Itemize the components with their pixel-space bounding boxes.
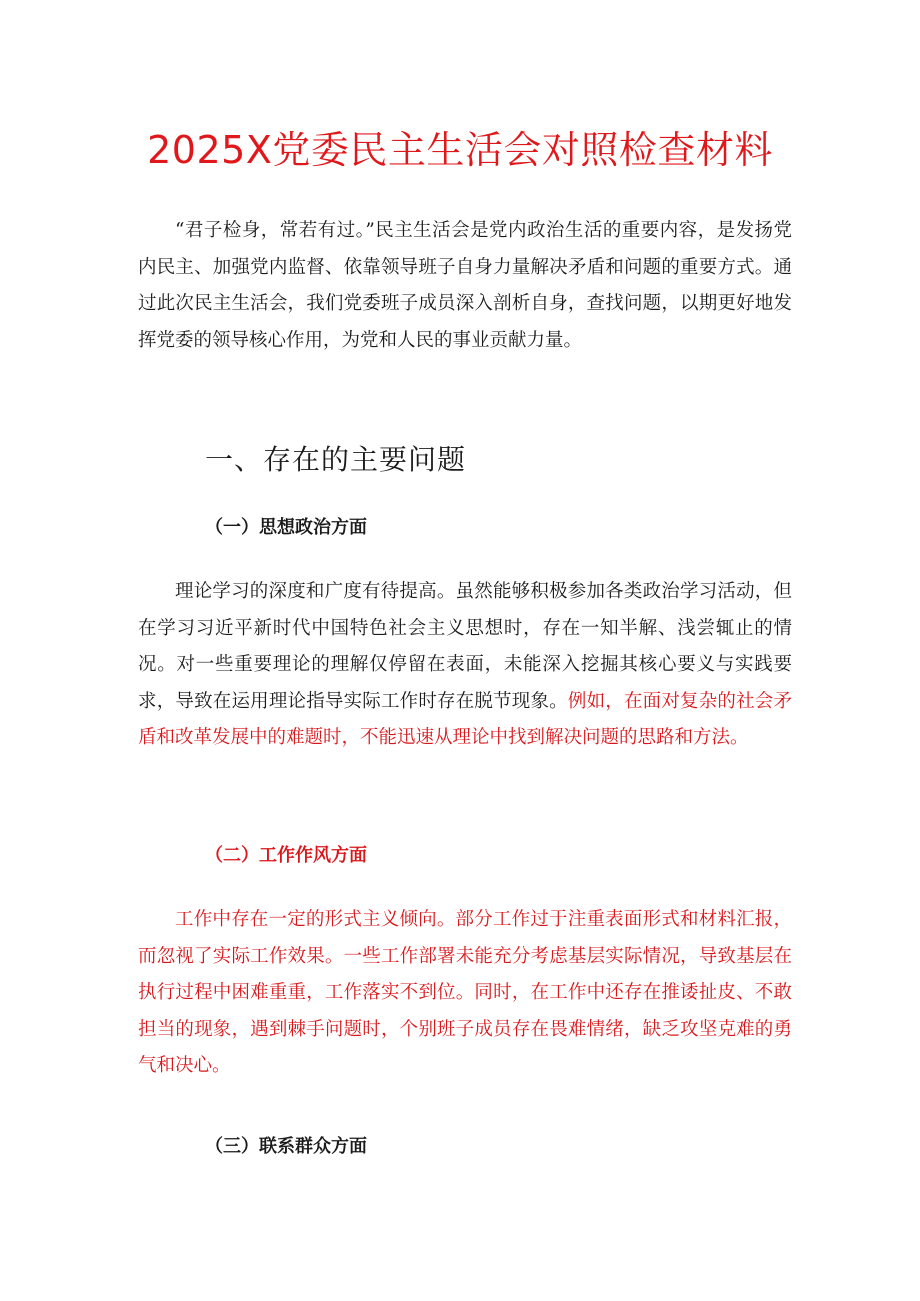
subsection-heading-work-style: （二）工作作风方面: [205, 845, 367, 866]
paragraph-ideology-text: 理论学习的深度和广度有待提高。虽然能够积极参加各类政治学习活动，但在学习习近平新时代中国特色社会主义思想时，存在一知半解、浅尝辄止的情况。对一些重要理论的理解仅停留在表面，未能深入挖掘其核心要义与实践要求，导致在运用理论指导实际工作时存在脱节现象。: [138, 581, 792, 712]
intro-paragraph: “君子检身，常若有过。”民主生活会是党内政治生活的重要内容，是发扬党内民主、加强党内监督、依靠领导班子自身力量解决矛盾和问题的重要方式。通过此次民主生活会，我们党委班子成员深入剖析自身，查找问题，以期更好地发挥党委的领导核心作用，为党和人民的事业贡献力量。: [138, 220, 792, 351]
section-heading-main-problems: 一、存在的主要问题: [205, 443, 467, 476]
subsection-heading-ideology: （一）思想政治方面: [205, 517, 367, 538]
document-title: 2025X党委民主生活会对照检查材料: [147, 128, 773, 172]
paragraph-work-style: 工作中存在一定的形式主义倾向。部分工作过于注重表面形式和材料汇报，而忽视了实际工作效果。一些工作部署未能充分考虑基层实际情况，导致基层在执行过程中困难重重，工作落实不到位。同时，在工作中还存在推诿扯皮、不敢担当的现象，遇到棘手问题时，个别班子成员存在畏难情绪，缺乏攻坚克难的勇气和决心。: [138, 909, 792, 1076]
subsection-heading-mass-contact: （三）联系群众方面: [205, 1136, 367, 1157]
paragraph-ideology-example: 例如，在面对复杂的社会矛盾和改革发展中的难题时，不能迅速从理论中找到解决问题的思路和方法。: [138, 690, 792, 748]
paragraph-ideology: [138, 574, 792, 757]
